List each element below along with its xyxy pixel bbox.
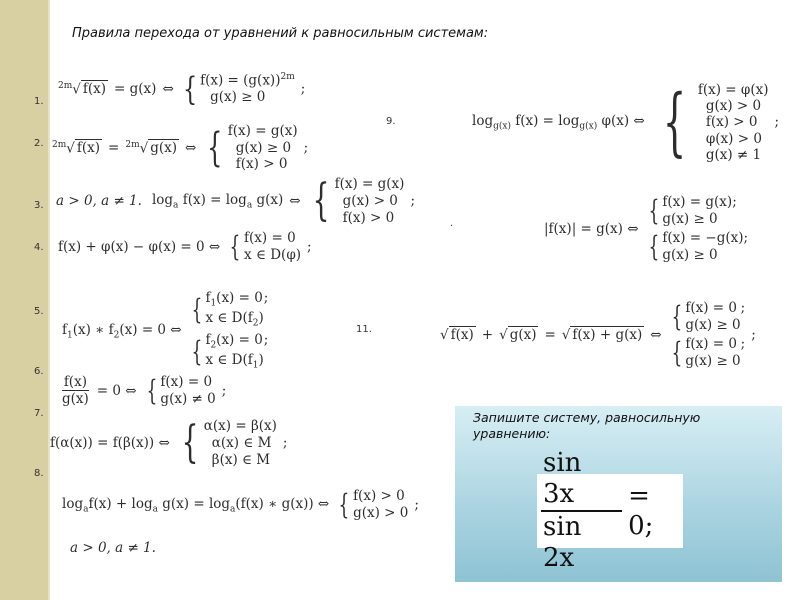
item-number-9: 9. bbox=[386, 116, 396, 127]
rule-11-formula: √ f(x) + √ g(x) = √ f(x) + g(x) ⇔ { f(x) = 0 g(x) ≥ 0 ; { f(x) = 0 g(x) ≥ 0 ; ; bbox=[440, 299, 756, 369]
rule-6-formula: $\frac{f(x)}{g(x)}$ = 0 ⇔ { f(x) = 0 g(x) ≠ 0 ; bbox=[62, 373, 227, 408]
task-rhs: = 0; bbox=[628, 481, 654, 541]
rule-8-condition: a > 0, a ≠ 1. bbox=[70, 540, 156, 556]
rule-3-formula: a > 0, a ≠ 1. $\log_a f(x) = \log_a g(x)$ ⇔ { f(x) = g(x) g(x) > 0 f(x) > 0 ; bbox=[56, 175, 415, 227]
item-number-2: 2. bbox=[34, 138, 44, 149]
task-instruction: Запишите систему, равносильную уравнению: bbox=[473, 410, 701, 441]
task-denominator: sin 2x bbox=[543, 512, 582, 574]
item-number-4: 4. bbox=[34, 242, 44, 253]
item-number-5: 5. bbox=[34, 306, 44, 317]
rule-7-formula: f(α(x)) = f(β(x)) ⇔ { α(x) = β(x) α(x) ∈ M β(x) ∈ M ; bbox=[50, 417, 288, 469]
item-number-7: 7. bbox=[34, 408, 44, 419]
left-decor-strip bbox=[0, 0, 48, 600]
task-numerator: sin 3x bbox=[541, 448, 622, 512]
task-equation-box bbox=[537, 447, 683, 574]
item-number-8: 8. bbox=[34, 468, 44, 479]
rule-5-formula: $f_1(x)$ ∗ $f_2(x) = 0$ ⇔ { $f_1(x) = 0$ x ∈ $D(f_2)$ ; { $f_2(x) = 0$ x ∈ $D(f_1)$ ; bbox=[62, 290, 269, 371]
rule-8-formula: $\log_af(x) + \log_a g(x) = \log_a(f(x)$ ∗ g(x)) ⇔ { f(x) > 0 g(x) > 0 ; bbox=[62, 487, 419, 521]
rule-1-formula: $^{2m}$√ f(x) = g(x) ⇔ { $f(x) = (g(x))^{2m}$ g(x) ≥ 0 ; bbox=[58, 70, 306, 109]
rule-4-formula: f(x) + φ(x) − φ(x) = 0 ⇔ { f(x) = 0 x ∈ D(φ) ; bbox=[58, 229, 312, 263]
item-number-6: 6. bbox=[34, 366, 44, 377]
item-number-1: 1. bbox=[34, 96, 44, 107]
rule-10-formula: |f(x)| = g(x) ⇔ { f(x) = g(x) g(x) ≥ 0 ; { f(x) = −g(x) g(x) ≥ 0 ; bbox=[544, 193, 749, 263]
task-equation bbox=[541, 448, 683, 575]
rule-9-formula: $\log_{g(x)} f(x) = \log_{g(x)} \varphi(x)$ ⇔ { f(x) = φ(x) g(x) > 0 f(x) > 0 φ(x) > 0 g(x) ≠ 1 ; bbox=[472, 79, 780, 166]
item-number-11: 11. bbox=[356, 324, 372, 335]
slide-title: Правила перехода от уравнений к равносильным системам: bbox=[72, 26, 489, 41]
task-panel bbox=[455, 406, 782, 582]
rule-2-formula: $^{2m}$√ f(x) = $^{2m}$√ g(x) ⇔ { f(x) = g(x) g(x) ≥ 0 f(x) > 0 ; bbox=[52, 124, 309, 172]
item-number-3: 3. bbox=[34, 200, 44, 211]
rule-3-dot: . bbox=[450, 218, 454, 229]
